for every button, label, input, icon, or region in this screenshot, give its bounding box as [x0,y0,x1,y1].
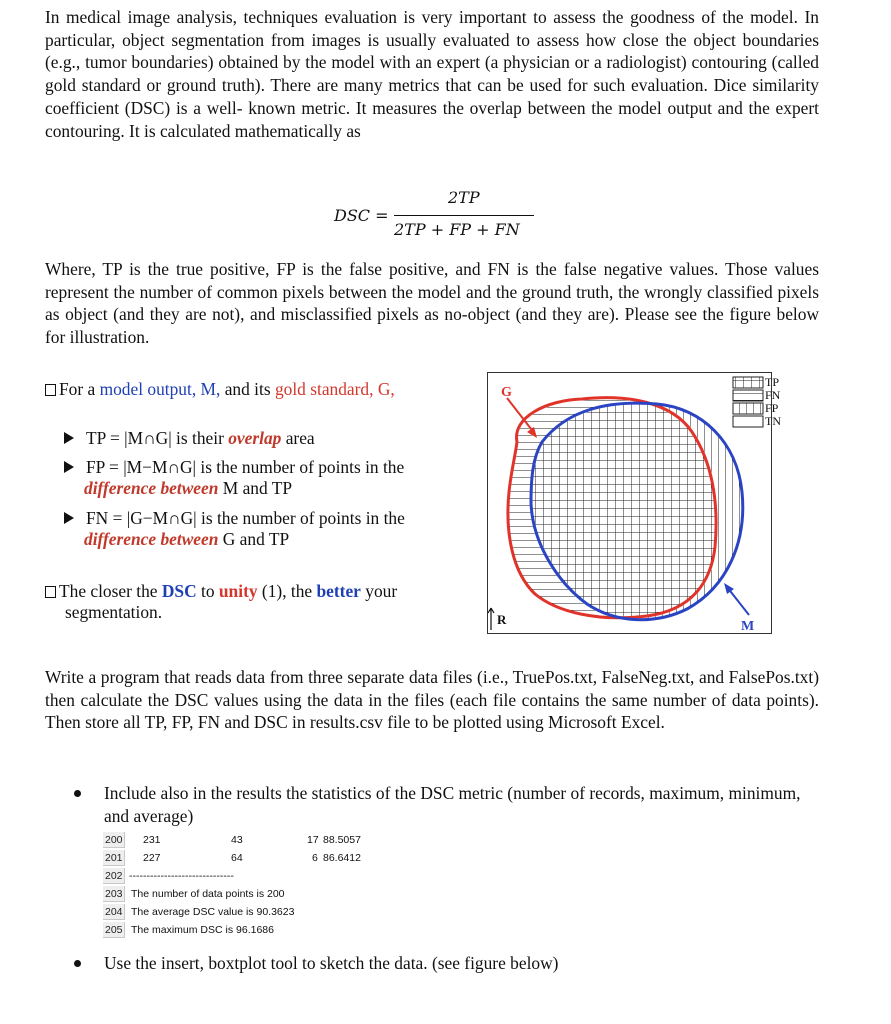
legend-label-fn: FN [765,388,781,402]
fraction-bar [394,215,534,216]
table-row: 200 231 43 17 88.5057 [105,834,361,846]
definition-paragraph: Where, TP is the true positive, FP is the false positive, and FN is the false negative values. Those values represent the number of common pixels between the model and the ground truth, the wrongly classified pixels as object (and they are not), and misclassified pixels as no-object (and they are). Please see the figure below for illustration. [45,259,819,348]
table-row: 203 The number of data points is 200 [105,888,285,900]
bullet-boxplot: Use the insert, boxtplot tool to sketch the data. (see figure below) [104,953,559,973]
bullet-dot-icon [74,960,81,967]
table-row: 204 The average DSC value is 90.3623 [105,906,295,918]
label-r: R [497,612,507,627]
fp-item: FP = |M−M∩G| is the number of points in the difference between M and TP [64,457,404,499]
intro-paragraph: In medical image analysis, techniques evaluation is very important to assess the goodness of the model. In particular, object segmentation from images is usually evaluated to assess how close the object boundaries (e.g., tumor boundaries) obtained by the model with an expert (a physician or a radiologist) contouring (called gold standard or ground truth). There are many metrics that can be used for such evaluation. Dice similarity coefficient (DSC) is a well- known metric. It measures the overlap between the model output and the expert contouring. It is calculated mathematically as [45,7,819,141]
legend-swatch-fp [733,403,763,414]
label-g: G [501,385,512,400]
closer-note: The closer the DSC to unity (1), the better your segmentation. [45,581,397,623]
legend-label-tp: TP [765,375,780,389]
formula-lhs: DSC = [334,206,389,225]
arrow-bullet-icon [64,512,74,524]
label-m: M [741,619,755,634]
legend-label-fp: FP [765,401,779,415]
legend-swatch-fn [733,390,763,401]
table-row: 202 ------------------------------ [105,870,234,882]
task-paragraph: Write a program that reads data from three separate data files (i.e., TruePos.txt, FalseNeg.txt, and FalsePos.txt) then calculate the DSC values using the data in the files (each file contains the same number of data points). Then store all TP, FP, FN and DSC in results.csv file to be plotted using Microsoft Excel. [45,667,819,733]
legend [733,375,781,428]
legend-label-tn: TN [765,414,781,428]
formula-denominator: 2TP + FP + FN [394,220,520,239]
legend-swatch-tp [733,377,763,388]
table-row: 201 227 64 6 86.6412 [105,852,361,864]
panel-line-1: For a model output, M, and its gold standard, G, [45,379,395,400]
square-bullet-icon [45,586,56,598]
fn-item: FN = |G−M∩G| is the number of points in the difference between G and TP [64,508,405,550]
spreadsheet-snippet [103,832,377,942]
bullet-statistics: Include also in the results the statistics of the DSC metric (number of records, maximum, minimum, and average) [104,783,801,826]
bullet-dot-icon [74,790,81,797]
formula-numerator: 2TP [448,188,480,207]
segmentation-figure [487,372,781,634]
arrow-bullet-icon [64,432,74,444]
legend-swatch-tn [733,416,763,427]
arrow-bullet-icon [64,461,74,473]
dsc-formula [334,188,544,244]
square-bullet-icon [45,384,56,396]
tp-item: TP = |M∩G| is their overlap area [64,428,315,449]
table-row: 205 The maximum DSC is 96.1686 [105,924,274,936]
